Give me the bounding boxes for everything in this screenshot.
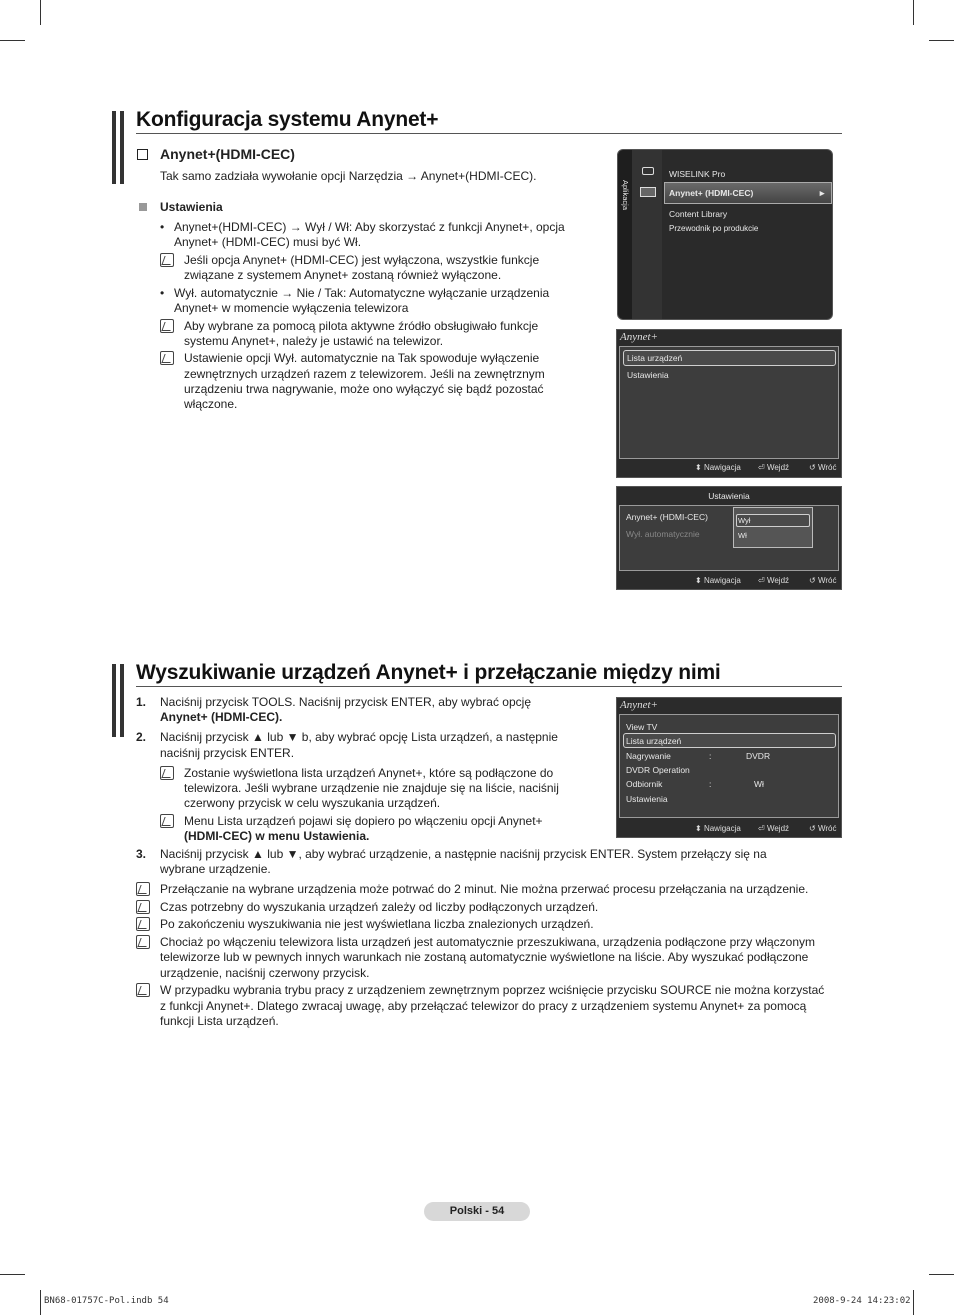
- note-icon: [160, 253, 174, 267]
- settings-label: Ustawienia: [160, 200, 223, 214]
- menu-item[interactable]: View TV: [626, 722, 658, 732]
- return-icon: ↺: [809, 576, 818, 585]
- updown-icon: ⬍: [695, 463, 704, 472]
- page-number: Polski - 54: [424, 1202, 530, 1221]
- print-file-info: BN68-01757C-Pol.indb 54: [44, 1296, 169, 1306]
- updown-icon: ⬍: [695, 824, 704, 833]
- tv-menu-application: [617, 149, 833, 320]
- back-hint: ↺ Wróć: [809, 824, 837, 833]
- subheading: Anynet+(HDMI-CEC): [160, 146, 295, 162]
- step-number: 3.: [136, 847, 147, 861]
- step-number: 2.: [136, 730, 147, 744]
- bullet-dot: •: [160, 220, 165, 234]
- value: DVDR: [746, 751, 771, 761]
- section-title: Wyszukiwanie urządzeń Anynet+ i przełączanie między nimi: [136, 661, 721, 684]
- note-icon: [136, 900, 150, 914]
- menu-item[interactable]: Odbiornik: [626, 779, 663, 789]
- note-text: Przełączanie na wybrane urządzenia może potrwać do 2 minut. Nie można przerwać procesu przełączania na urządzenie.: [160, 882, 809, 896]
- note-text: Menu Lista urządzeń pojawi się dopiero po włączeniu opcji Anynet+: [184, 814, 543, 828]
- menu-item[interactable]: Ustawienia: [626, 794, 668, 804]
- menu-item[interactable]: Nagrywanie: [626, 751, 671, 761]
- menu-item[interactable]: Ustawienia: [627, 370, 669, 380]
- section-rule: [136, 133, 842, 134]
- setting-row[interactable]: Wył. automatycznie: [626, 529, 700, 539]
- nav-hint: ⬍ Nawigacja: [695, 824, 741, 833]
- back-hint: ↺ Wróć: [809, 463, 837, 472]
- side-bar: [618, 150, 632, 319]
- menu-item[interactable]: Lista urządzeń: [626, 736, 682, 746]
- section-bar: [112, 664, 124, 737]
- print-date-info: 2008-9-24 14:23:02: [813, 1296, 911, 1306]
- note-text: urządzeniu trwa nagrywanie, może ono wyłączyć się bądź pozostać: [184, 382, 544, 396]
- enter-hint: ⏎ Wejdź: [758, 824, 790, 833]
- menu-item[interactable]: Lista urządzeń: [627, 353, 683, 363]
- note-icon: [136, 917, 150, 931]
- enter-hint: ⏎ Wejdź: [758, 463, 790, 472]
- nav-hint: ⬍ Nawigacja: [695, 463, 741, 472]
- crop-mark: [913, 0, 914, 25]
- intro-text: Tak samo zadziała wywołanie opcji Narzędzia → Anynet+(HDMI-CEC).: [160, 169, 537, 183]
- note-text: Ustawienie opcji Wył. automatycznie na Tak spowoduje wyłączenie: [184, 351, 540, 365]
- note-text: Zostanie wyświetlona lista urządzeń Anynet+, które są podłączone do: [184, 766, 554, 780]
- enter-icon: ⏎: [758, 824, 767, 833]
- step-text: Naciśnij przycisk ▲ lub ▼ b, aby wybrać opcję Lista urządzeń, a następnie: [160, 730, 558, 744]
- note-text: zewnętrznych urządzeń razem z telewizorem. Jeśli na zewnętrznym: [184, 367, 545, 381]
- value: Wł: [754, 779, 764, 789]
- note-text: włączone.: [184, 397, 238, 411]
- note-icon: [160, 351, 174, 365]
- note-text: telewizorze lub w pewnych innych warunkach nie zostaną automatycznie wyświetlone na liście. Aby wyszukać podłączone: [160, 950, 809, 964]
- anynet-logo: Anynet+: [620, 699, 658, 711]
- crop-mark: [913, 1290, 914, 1315]
- note-text: telewizora. Jeśli wybrane urządzenie nie znajduje się na liście, naciśnij: [184, 781, 559, 795]
- colon: :: [709, 779, 712, 789]
- note-text: Aby wybrane za pomocą pilota aktywne źródło obsługiwało funkcje: [184, 319, 539, 333]
- tv-menu-anynet: [616, 329, 842, 478]
- colon: :: [709, 751, 712, 761]
- tv-icon: [640, 187, 656, 197]
- bullet-text: Anynet+ w momencie wyłączenia telewizora: [174, 301, 409, 315]
- return-icon: ↺: [809, 824, 818, 833]
- section-bar: [112, 111, 124, 184]
- nav-hint: ⬍ Nawigacja: [695, 576, 741, 585]
- note-text: W przypadku wybrania trybu pracy z urządzeniem zewnętrznym poprzez wciśnięcie przycisku SOURCE nie można korzystać: [160, 983, 825, 997]
- menu-item[interactable]: Content Library: [669, 209, 728, 219]
- step-number: 1.: [136, 695, 147, 709]
- bullet-text: Wył. automatycznie → Nie / Tak: Automatyczne wyłączanie urządzenia: [174, 286, 550, 300]
- note-icon: [136, 935, 150, 949]
- step-text: naciśnij przycisk ENTER.: [160, 746, 295, 760]
- section-rule: [136, 686, 842, 687]
- return-icon: ↺: [809, 463, 818, 472]
- back-hint: ↺ Wróć: [809, 576, 837, 585]
- setting-row[interactable]: Anynet+ (HDMI-CEC): [626, 512, 708, 522]
- section-title: Konfiguracja systemu Anynet+: [136, 108, 439, 131]
- menu-item[interactable]: Przewodnik po produkcie: [669, 224, 759, 233]
- note-text: Jeśli opcja Anynet+ (HDMI-CEC) jest wyłączona, wszystkie funkcje: [184, 253, 540, 267]
- crop-mark: [40, 0, 41, 25]
- note-text: Chociaż po włączeniu telewizora lista urządzeń jest automatycznie przeszukiwana, urządzenia podłączone przy włączonym: [160, 935, 815, 949]
- step-text: wybrane urządzenie.: [160, 862, 271, 876]
- menu-item[interactable]: WISELINK Pro: [669, 169, 726, 179]
- anynet-logo: Anynet+: [620, 331, 658, 343]
- option[interactable]: Wł: [738, 531, 747, 540]
- step-text: Naciśnij przycisk TOOLS. Naciśnij przycisk ENTER, aby wybrać opcję: [160, 695, 531, 709]
- crop-mark: [929, 1274, 954, 1275]
- enter-hint: ⏎ Wejdź: [758, 576, 790, 585]
- menu-item[interactable]: Anynet+ (HDMI-CEC): [669, 188, 754, 198]
- enter-icon: ⏎: [758, 576, 767, 585]
- note-text: urządzenie, naciśnij czerwony przycisk.: [160, 966, 370, 980]
- note-text: związane z systemem Anynet+ zostaną również wyłączone.: [184, 268, 502, 282]
- enter-icon: ⏎: [758, 463, 767, 472]
- icon-column: [632, 150, 662, 319]
- option[interactable]: Wył: [738, 516, 751, 525]
- bullet-dot: •: [160, 286, 165, 300]
- note-icon: [160, 814, 174, 828]
- note-text: z funkcji Anynet+. Dlatego zwracaj uwagę, aby przełączać telewizor do pracy z urządzeniem systemu Anynet+ za pomocą: [160, 999, 807, 1013]
- side-label: Aplikacja: [621, 180, 630, 211]
- note-text: funkcji Lista urządzeń.: [160, 1014, 279, 1028]
- note-text: Po zakończeniu wyszukiwania nie jest wyświetlana liczba znalezionych urządzeń.: [160, 917, 594, 931]
- crop-mark: [40, 1290, 41, 1315]
- note-text: systemu Anynet+, należy je ustawić na telewizor.: [184, 334, 444, 348]
- note-text: (HDMI-CEC) w menu Ustawienia.: [184, 829, 370, 843]
- note-text: Czas potrzebny do wyszukania urządzeń zależy od liczby podłączonych urządzeń.: [160, 900, 599, 914]
- checkbox-icon: [137, 149, 148, 160]
- bullet-text: Anynet+ (HDMI-CEC) musi być Wł.: [174, 235, 362, 249]
- crop-mark: [929, 40, 954, 41]
- arrow-right-icon: ►: [818, 188, 827, 198]
- step-text: Naciśnij przycisk ▲ lub ▼, aby wybrać urządzenie, a następnie naciśnij przycisk ENTER. System przełączy się na: [160, 847, 767, 861]
- crop-mark: [0, 1274, 25, 1275]
- note-icon: [160, 766, 174, 780]
- tv-menu-settings: [616, 486, 842, 590]
- menu-item[interactable]: DVDR Operation: [626, 765, 690, 775]
- note-icon: [160, 319, 174, 333]
- photo-icon: [642, 167, 654, 175]
- note-icon: [136, 882, 150, 896]
- updown-icon: ⬍: [695, 576, 704, 585]
- bullet-text: Anynet+(HDMI-CEC) → Wył / Wł: Aby skorzystać z funkcji Anynet+, opcja: [174, 220, 565, 234]
- note-text: czerwony przycisk w celu wyszukania urządzeń.: [184, 796, 441, 810]
- square-bullet-icon: [139, 203, 147, 211]
- step-text: Anynet+ (HDMI-CEC).: [160, 710, 283, 724]
- tv-menu-anynet-devices: [616, 697, 842, 838]
- crop-mark: [0, 40, 25, 41]
- note-icon: [136, 983, 150, 997]
- menu-title: Ustawienia: [708, 491, 750, 501]
